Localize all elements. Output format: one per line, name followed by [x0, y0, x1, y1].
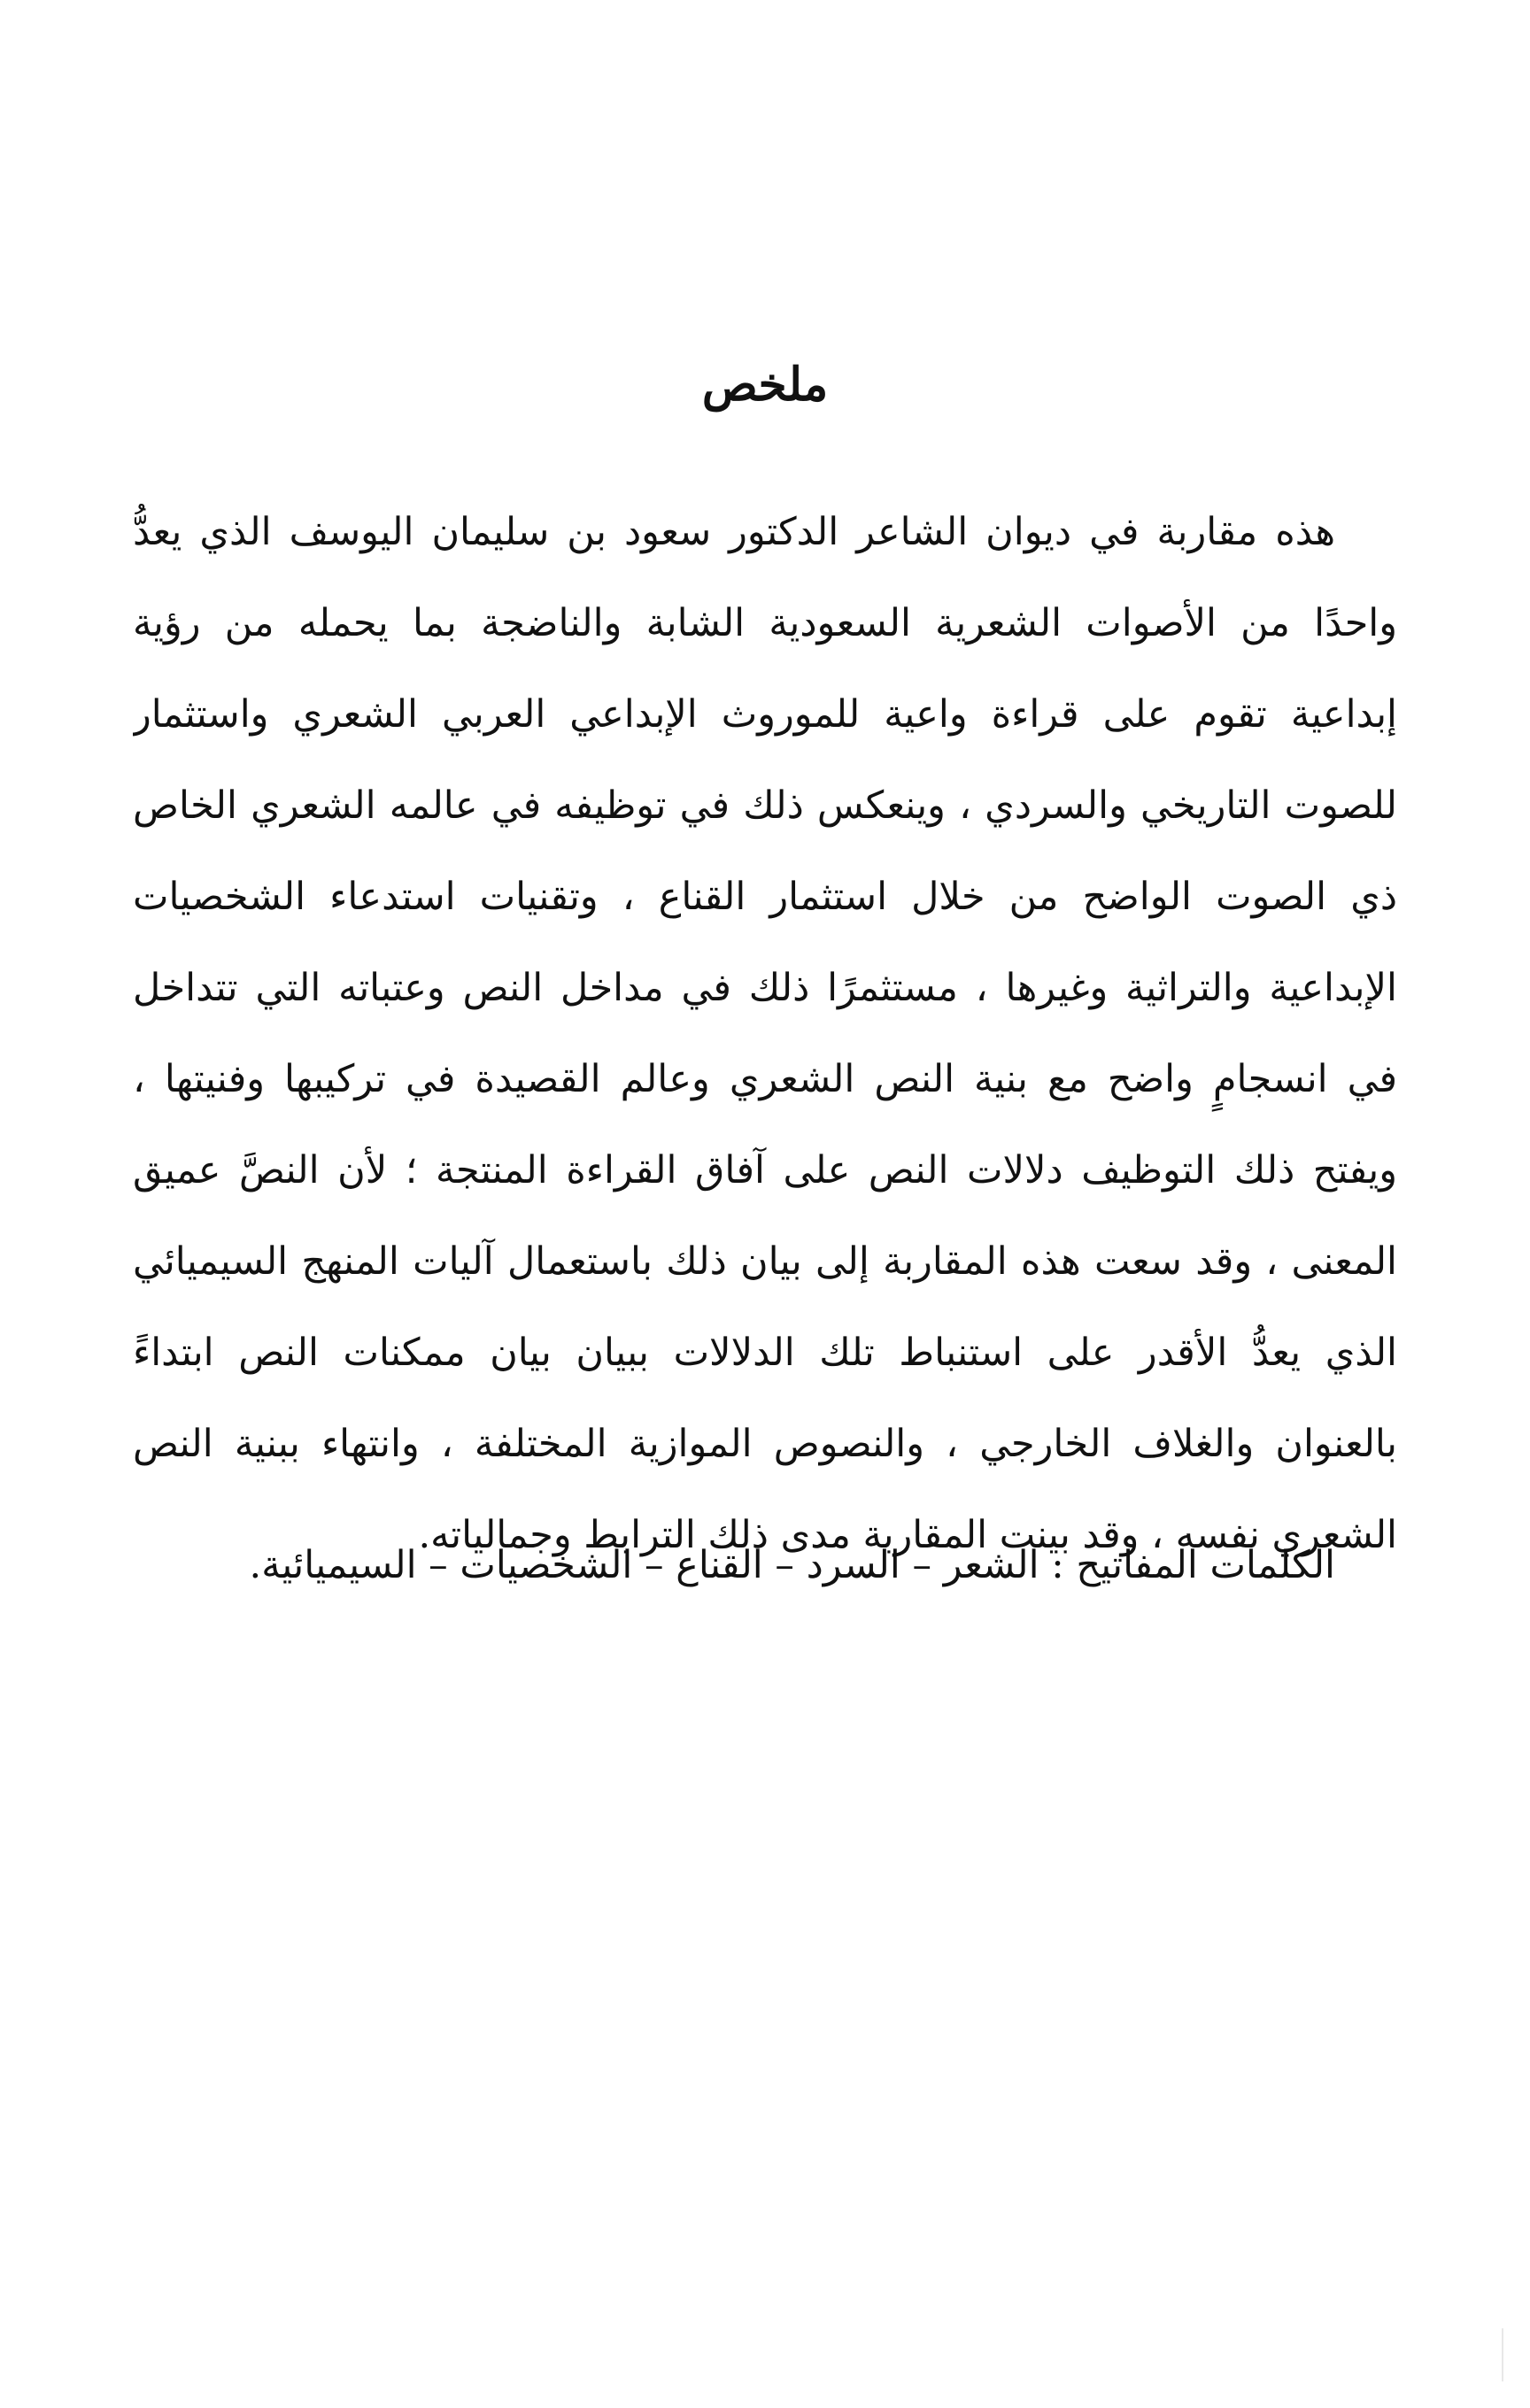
abstract-line: للصوت التاريخي والسردي ، وينعكس ذلك في توظيفه في عالمه الشعري الخاص — [133, 783, 1397, 828]
page-edge-mark — [1502, 2328, 1503, 2381]
abstract-line: الذي يعدُّ الأقدر على استنباط تلك الدلالات ببيان بيان ممكنات النص ابتداءً — [133, 1331, 1397, 1375]
abstract-line: في انسجامٍ واضح مع بنية النص الشعري وعالم القصيدة في تركيبها وفنيتها ، — [133, 1057, 1397, 1101]
abstract-line: واحدًا من الأصوات الشعرية السعودية الشابة والناضجة بما يحمله من رؤية — [133, 601, 1397, 645]
abstract-line: هذه مقاربة في ديوان الشاعر الدكتور سعود بن سليمان اليوسف الذي يعدُّ — [133, 510, 1335, 554]
abstract-line: بالعنوان والغلاف الخارجي ، والنصوص الموازية المختلفة ، وانتهاء ببنية النص — [133, 1422, 1397, 1466]
keywords: الكلمات المفاتيح : الشعر – السرد – القناع – الشخصيات – السيميائية. — [249, 1543, 1335, 1587]
abstract-line: إبداعية تقوم على قراءة واعية للموروث الإبداعي العربي الشعري واستثمار — [133, 692, 1397, 737]
abstract-line: ويفتح ذلك التوظيف دلالات النص على آفاق القراءة المنتجة ؛ لأن النصَّ عميق — [133, 1148, 1397, 1192]
abstract-line: الإبداعية والتراثية وغيرها ، مستثمرًا ذلك في مداخل النص وعتباته التي تتداخل — [133, 966, 1397, 1010]
abstract-line: ذي الصوت الواضح من خلال استثمار القناع ، وتقنيات استدعاء الشخصيات — [133, 875, 1397, 919]
abstract-line: المعنى ، وقد سعت هذه المقاربة إلى بيان ذلك باستعمال آليات المنهج السيميائي — [133, 1239, 1397, 1284]
abstract-line: الشعري نفسه ، وقد بينت المقاربة مدى ذلك الترابط وجمالياته. — [418, 1513, 1397, 1557]
page-title: ملخص — [701, 358, 829, 412]
abstract-body — [133, 487, 1397, 1581]
